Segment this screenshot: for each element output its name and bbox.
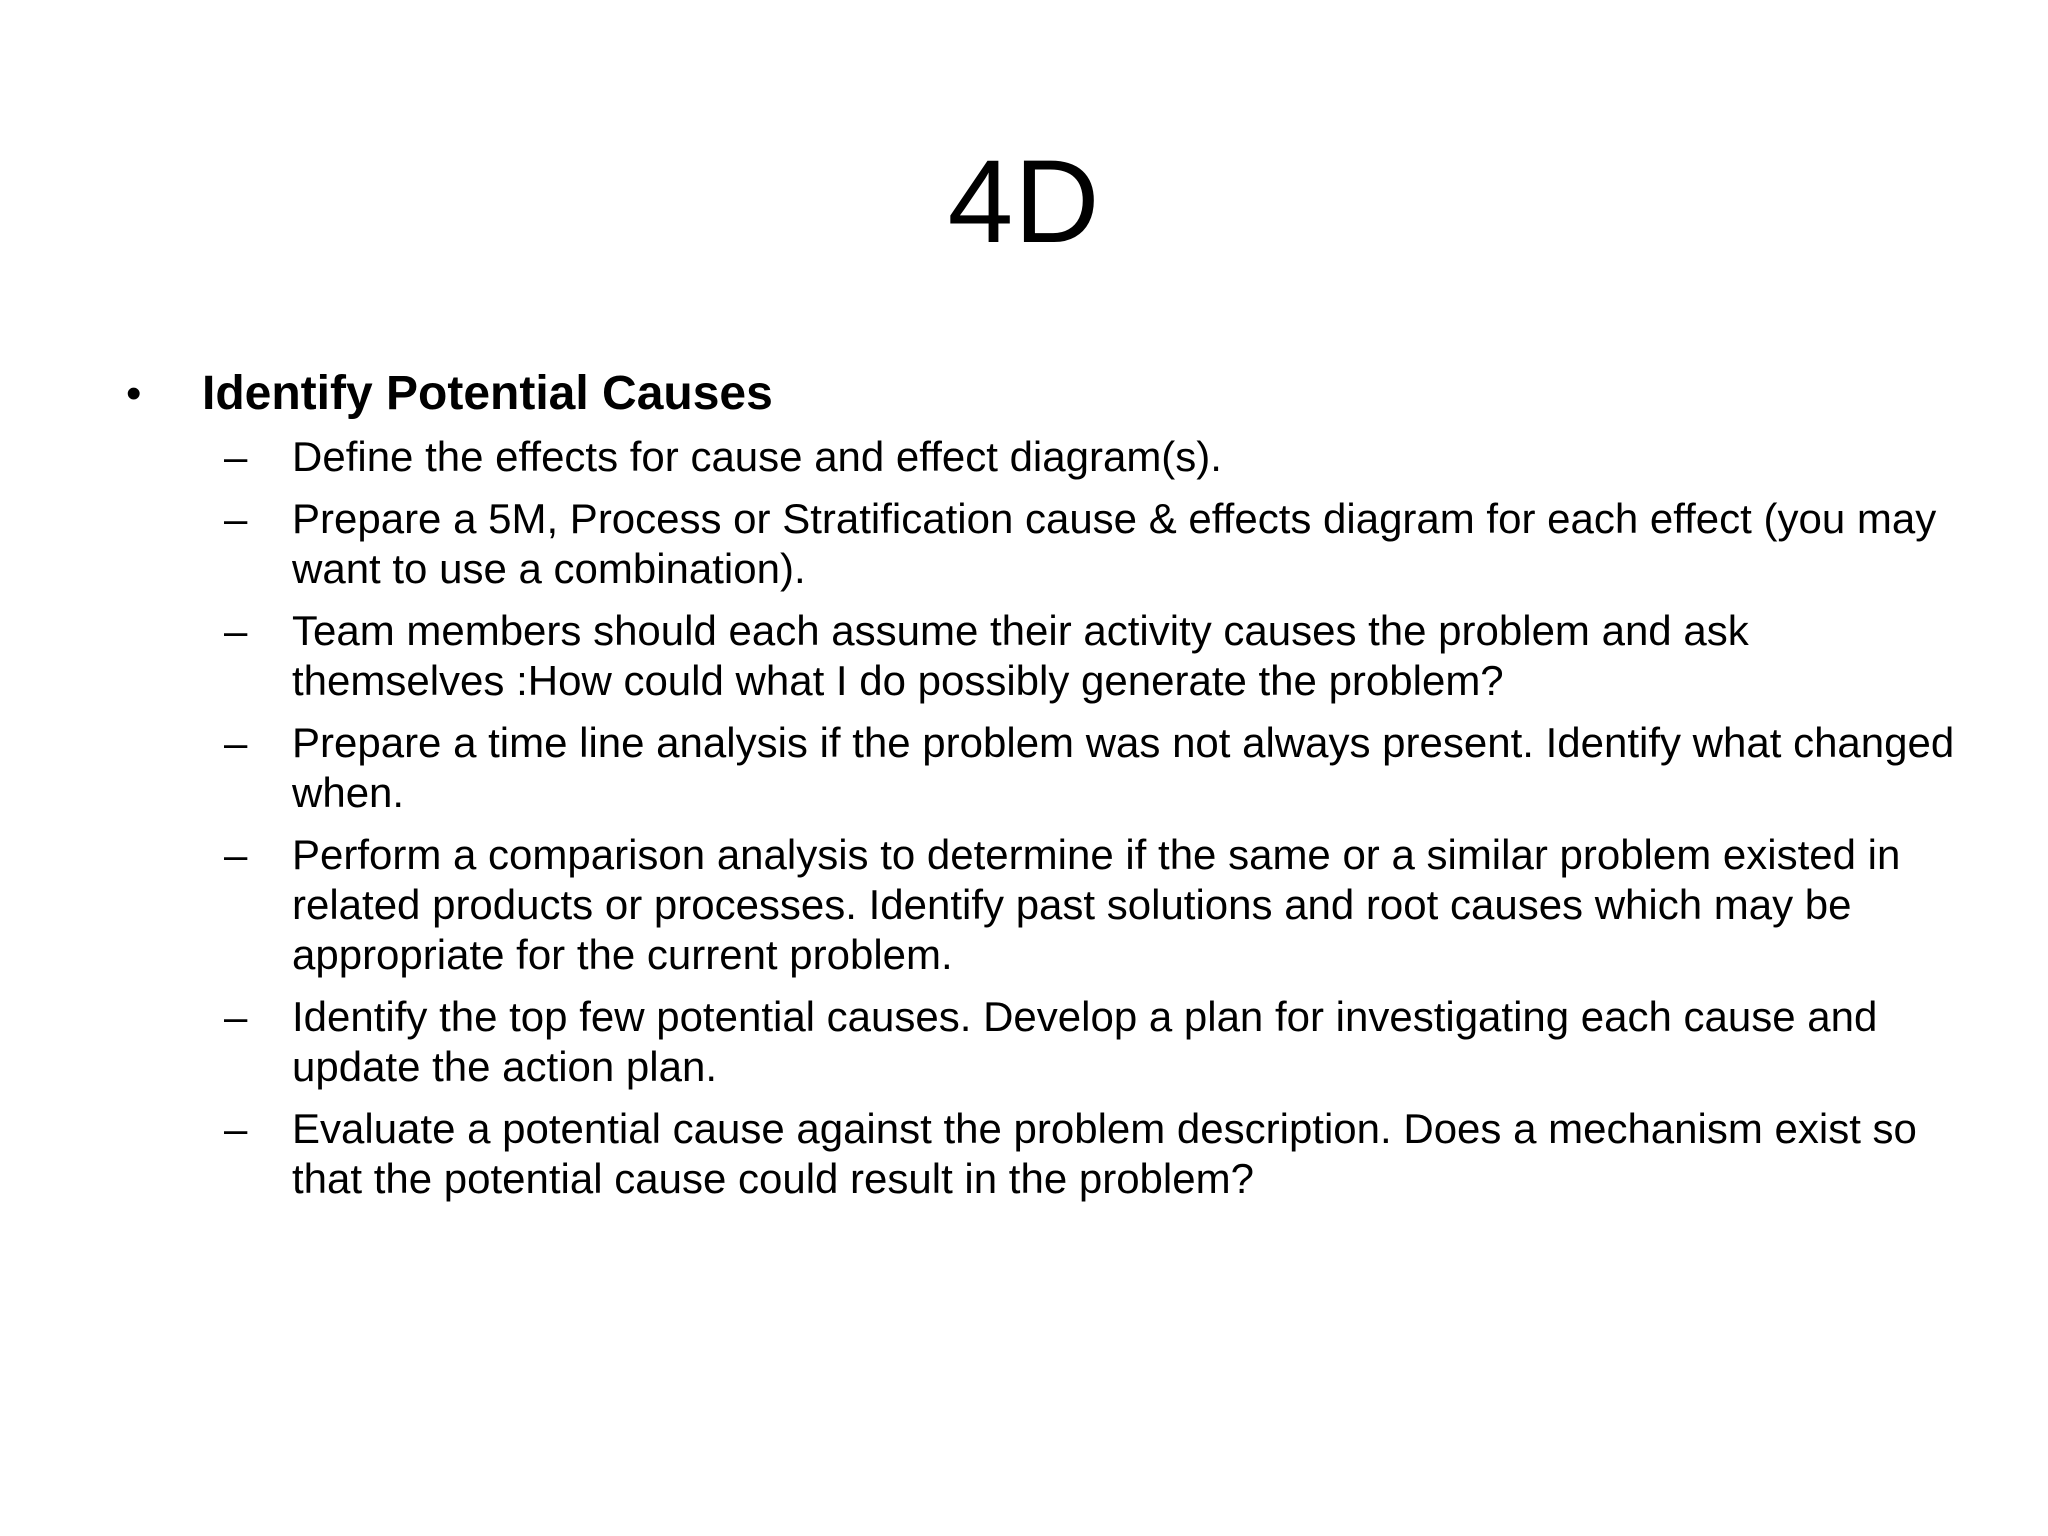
sub-bullet-item	[118, 1104, 1978, 1204]
sub-bullet-text: Define the effects for cause and effect diagram(s).	[292, 433, 1222, 480]
sub-bullet-item	[118, 606, 1978, 706]
dash-icon: –	[224, 607, 248, 654]
sub-bullet-item	[118, 992, 1978, 1092]
sub-bullet-item	[118, 494, 1978, 594]
bullet-dot-icon: •	[126, 369, 142, 418]
dash-icon: –	[224, 495, 248, 542]
sub-bullet-item	[118, 432, 1978, 482]
dash-icon: –	[224, 831, 248, 878]
sub-bullet-text: Team members should each assume their activity causes the problem and ask themselves :How could what I do possibly generate the problem?	[292, 607, 1749, 704]
bullet-heading: Identify Potential Causes	[202, 367, 773, 420]
dash-icon: –	[224, 433, 248, 480]
dash-icon: –	[224, 993, 248, 1040]
bullet-heading-row	[118, 364, 1978, 424]
slide-title: 4D	[947, 136, 1101, 268]
slide-content	[118, 364, 1978, 1216]
sub-bullet-text: Perform a comparison analysis to determine if the same or a similar problem existed in related products or processes. Identify past solutions and root causes which may be appropriate for the current problem.	[292, 831, 1901, 978]
dash-icon: –	[224, 1105, 248, 1152]
sub-bullet-item	[118, 718, 1978, 818]
sub-bullet-text: Identify the top few potential causes. Develop a plan for investigating each cause and update the action plan.	[292, 993, 1878, 1090]
sub-bullet-text: Evaluate a potential cause against the problem description. Does a mechanism exist so that the potential cause could result in the problem?	[292, 1105, 1917, 1202]
sub-bullet-text: Prepare a time line analysis if the problem was not always present. Identify what changed when.	[292, 719, 1955, 816]
sub-bullet-text: Prepare a 5M, Process or Stratification cause & effects diagram for each effect (you may want to use a combination).	[292, 495, 1937, 592]
dash-icon: –	[224, 719, 248, 766]
sub-bullet-list	[118, 432, 1978, 1204]
sub-bullet-item	[118, 830, 1978, 980]
